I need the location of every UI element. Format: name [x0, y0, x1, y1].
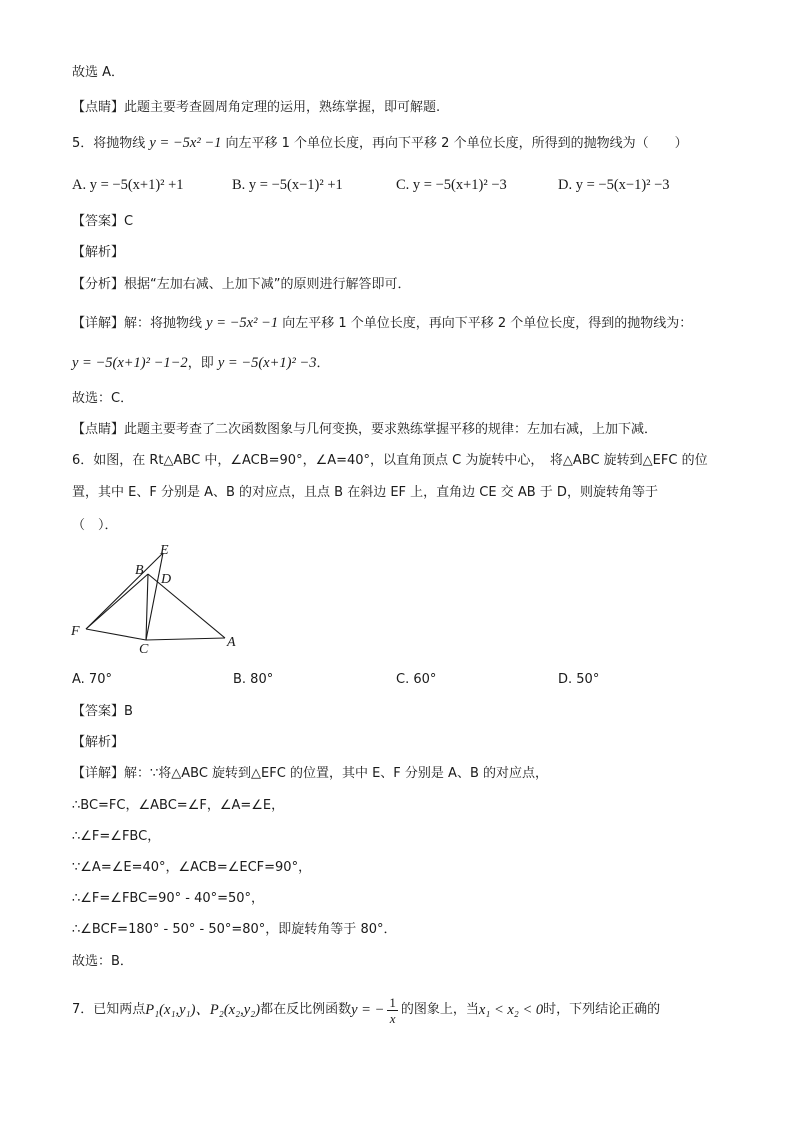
q5-detail [72, 314, 692, 333]
q7-fraction-numerator: 1 [389, 994, 396, 1010]
q6-step: ∵∠A=∠E=40°，∠ACB=∠ECF=90°， [72, 860, 312, 875]
q6-answer: 【答案】B [72, 704, 133, 719]
q5-detail-equation-3: y = −5(x+1)² −3 [217, 355, 317, 371]
q5-answer: 【答案】C [72, 214, 134, 229]
q7-fraction [387, 995, 398, 1026]
q7-mid: 都在反比例函数 [260, 1002, 352, 1017]
label-e: E [160, 543, 169, 558]
q5-fenxi: 【分析】根据“左加右减、上加下减”的原则进行解答即可． [72, 277, 411, 292]
q5-detail-end: ． [316, 356, 330, 371]
q5-detail-equation: y = −5x² −1 [206, 315, 279, 331]
label-f: F [71, 624, 80, 639]
q5-choose: 故选：C． [72, 391, 134, 406]
q5-option-d: D. y = −5(x−1)² −3 [558, 177, 670, 193]
q6-option-c: C. 60° [396, 672, 437, 687]
q5-option-c: C. y = −5(x+1)² −3 [396, 177, 507, 193]
q6-stem-line-2: 置，其中 E、F 分别是 A、B 的对应点，且点 B 在斜边 EF 上，直角边 CE 交 AB 于 D，则旋转角等于 [72, 485, 658, 500]
q7-points: P₁(x₁,y₁)、P₂(x₂,y₂) [145, 1002, 261, 1018]
q5-detail-mid: ，即 [187, 356, 218, 371]
q7-mid2: 的图象上，当 [400, 1002, 479, 1017]
q6-step: ∴∠BCF=180° - 50° - 50°=80°，即旋转角等于 80°． [72, 922, 397, 937]
q7-condition: x₁ < x₂ < 0 [478, 1002, 544, 1018]
q6-step: ∴BC=FC，∠ABC=∠F，∠A=∠E， [72, 798, 285, 813]
segment-ce [146, 553, 163, 640]
q5-option-a: A. y = −5(x+1)² +1 [72, 177, 184, 193]
q5-detail-post: 向左平移 1 个单位长度，再向下平移 2 个单位长度，得到的抛物线为： [278, 316, 693, 331]
label-c: C [139, 642, 149, 657]
q7-post: 时，下列结论正确的 [543, 1002, 661, 1017]
segment-fe [86, 553, 163, 629]
q5-analysis-heading: 【解析】 [72, 245, 125, 260]
q5-detail-result [72, 354, 329, 373]
q6-step: 【详解】解：∵将△ABC 旋转到△EFC 的位置，其中 E、F 分别是 A、B 的对应点， [72, 766, 548, 781]
q5-option-b: B. y = −5(x−1)² +1 [232, 177, 343, 193]
q6-analysis-heading: 【解析】 [72, 735, 125, 750]
q7-stem [72, 990, 660, 1030]
label-a: A [227, 635, 236, 650]
q6-step: ∴∠F=∠FBC=90° - 40°=50°， [72, 891, 265, 906]
q5-dianjing: 【点睛】此题主要考查了二次函数图象与几何变换，要求熟练掌握平移的规律：左加右减，上加下减． [72, 422, 658, 437]
segment-fb [86, 574, 148, 629]
q6-geometry-figure [60, 540, 260, 660]
q6-step: ∴∠F=∠FBC， [72, 829, 161, 844]
q5-post: 向左平移 1 个单位长度，再向下平移 2 个单位长度，所得到的抛物线为（ ） [221, 136, 688, 151]
label-b: B [135, 563, 144, 578]
text-line: 故选 A． [72, 65, 125, 80]
q7-pre: 7．已知两点 [72, 1002, 146, 1017]
q6-step: 故选：B． [72, 954, 133, 969]
segment-fc [86, 629, 146, 640]
q6-option-b: B. 80° [233, 672, 274, 687]
q5-pre: 5．将抛物线 [72, 136, 150, 151]
q6-stem-line-3: （ ）． [72, 518, 118, 533]
q6-option-d: D. 50° [558, 672, 600, 687]
segment-ba [148, 574, 225, 638]
q6-stem-line-1: 6．如图，在 Rt△ABC 中，∠ACB=90°，∠A=40°，以直角顶点 C 为旋转中心， 将△ABC 旋转到△EFC 的位 [72, 453, 708, 468]
q5-detail-pre: 【详解】解：将抛物线 [72, 316, 207, 331]
segment-ca [146, 638, 225, 640]
q5-detail-equation-2: y = −5(x+1)² −1−2 [72, 355, 188, 371]
q5-equation: y = −5x² −1 [149, 135, 222, 151]
label-d: D [161, 572, 172, 587]
q7-fraction-denominator: x [389, 1010, 396, 1026]
dianjing-line: 【点睛】此题主要考查圆周角定理的运用，熟练掌握，即可解题. [72, 100, 441, 115]
question-5-stem [72, 134, 688, 153]
q7-function-lhs: y = − [351, 1002, 385, 1018]
q6-option-a: A. 70° [72, 672, 112, 687]
